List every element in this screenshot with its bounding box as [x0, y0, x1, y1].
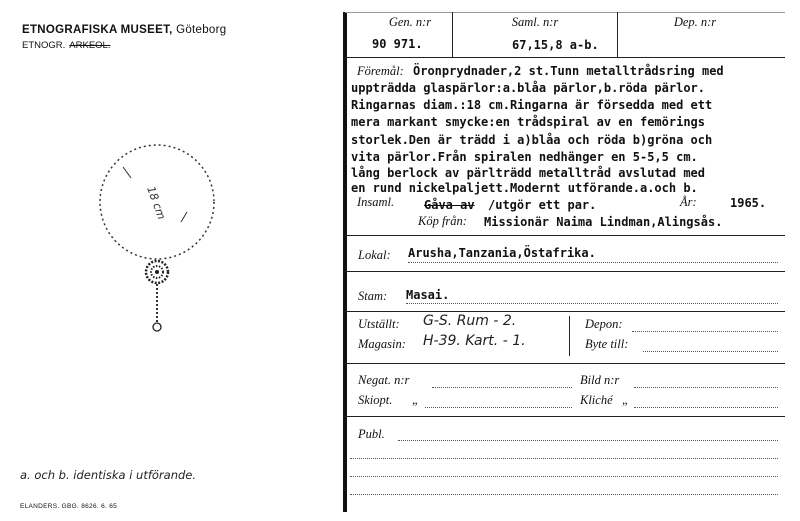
department-struck: ARKEOL.	[69, 40, 111, 51]
foremal-line-2: uppträdda glaspärlor:a.blåa pärlor,b.röda pärlor.	[351, 81, 706, 95]
foremal-line-5: storlek.Den är trädd i a)blåa och röda b)gröna och	[351, 133, 713, 147]
dimension-label: 18 cm	[144, 184, 169, 222]
gen-value: 90 971.	[372, 37, 423, 51]
foremal-line-7: lång berlock av pärlträdd metalltråd avslutad med	[351, 166, 706, 180]
lokal-label: Lokal:	[358, 248, 391, 262]
lokal-dotline	[408, 262, 778, 263]
section-rule-4	[345, 363, 785, 364]
museum-city: Göteborg	[176, 24, 227, 36]
gen-label: Gen. n:r	[388, 15, 432, 29]
stam-value: Masai.	[406, 288, 450, 302]
department-line	[22, 40, 110, 51]
stam-dotline	[406, 303, 778, 304]
top-edge	[345, 12, 785, 13]
byte-label: Byte till:	[585, 337, 629, 351]
magasin-label: Magasin:	[358, 337, 406, 351]
negat-label: Negat. n:r	[358, 373, 410, 387]
insaml-label: Insaml.	[357, 195, 395, 209]
caption: a. och b. identiska i utförande.	[20, 468, 197, 482]
header-rule	[345, 57, 785, 58]
lokal-value: Arusha,Tanzania,Östafrika.	[408, 246, 596, 260]
utstallt-divider	[569, 316, 570, 356]
insaml-note: /utgör ett par.	[488, 198, 597, 212]
museum-name	[22, 24, 226, 36]
byte-dotline	[643, 351, 778, 352]
section-rule-5	[345, 416, 785, 417]
skiopt-label: Skiopt.	[358, 393, 393, 407]
foremal-line-1: Öronprydnader,2 st.Tunn metalltrådsring med	[413, 64, 724, 78]
publ-dotline-2	[350, 458, 778, 459]
museum-title: ETNOGRAFISKA MUSEET,	[22, 24, 173, 36]
foremal-line-6: vita pärlor.Från spiralen nedhänger en 5-5,5 cm.	[351, 150, 698, 164]
section-rule-3	[345, 311, 785, 312]
cliche-ditto: „	[622, 393, 629, 407]
section-rule-1	[345, 235, 785, 236]
skiopt-dotline	[425, 407, 572, 408]
section-rule-2	[345, 271, 785, 272]
card-border	[343, 12, 347, 512]
publ-dotline-3	[350, 476, 778, 477]
saml-value: 67,15,8 a-b.	[512, 38, 599, 52]
depon-label: Depon:	[585, 317, 623, 331]
cliche-label: Kliché	[580, 393, 613, 407]
publ-label: Publ.	[358, 427, 385, 441]
insaml-struck: Gåva av	[424, 198, 475, 212]
bild-label: Bild n:r	[580, 373, 620, 387]
utstallt-value: G-S. Rum - 2.	[423, 313, 517, 329]
publ-dotline-4	[350, 494, 778, 495]
dep-label: Dep. n:r	[673, 15, 717, 29]
foremal-line-3: Ringarnas diam.:18 cm.Ringarna är försedda med ett	[351, 98, 713, 112]
skiopt-ditto: „	[412, 393, 419, 407]
publ-dotline-1	[398, 440, 778, 441]
header-divider-2	[617, 12, 618, 57]
foremal-line-4: mera markant smycke:en trådspiral av en femörings	[351, 115, 706, 129]
saml-label: Saml. n:r	[511, 15, 559, 29]
negat-dotline	[432, 387, 572, 388]
foremal-label: Föremål:	[357, 64, 404, 78]
header-divider-1	[452, 12, 453, 57]
ar-label: År:	[680, 195, 697, 209]
foremal-line-8: en rund nickelpaljett.Modernt utförande.a.och b.	[351, 181, 698, 195]
utstallt-label: Utställt:	[358, 317, 400, 331]
cliche-dotline	[634, 407, 778, 408]
bild-dotline	[634, 387, 778, 388]
stam-label: Stam:	[358, 289, 388, 303]
ar-value: 1965.	[730, 196, 767, 210]
department-prefix: ETNOGR.	[22, 40, 66, 51]
depon-dotline	[632, 331, 778, 332]
earring-drawing	[95, 140, 235, 340]
kop-label: Köp från:	[418, 214, 467, 228]
printer-mark: ELANDERS. GBG. 8626. 6. 65	[20, 503, 118, 510]
magasin-value: H-39. Kart. - 1.	[423, 333, 526, 349]
kop-value: Missionär Naima Lindman,Alingsås.	[484, 215, 723, 229]
